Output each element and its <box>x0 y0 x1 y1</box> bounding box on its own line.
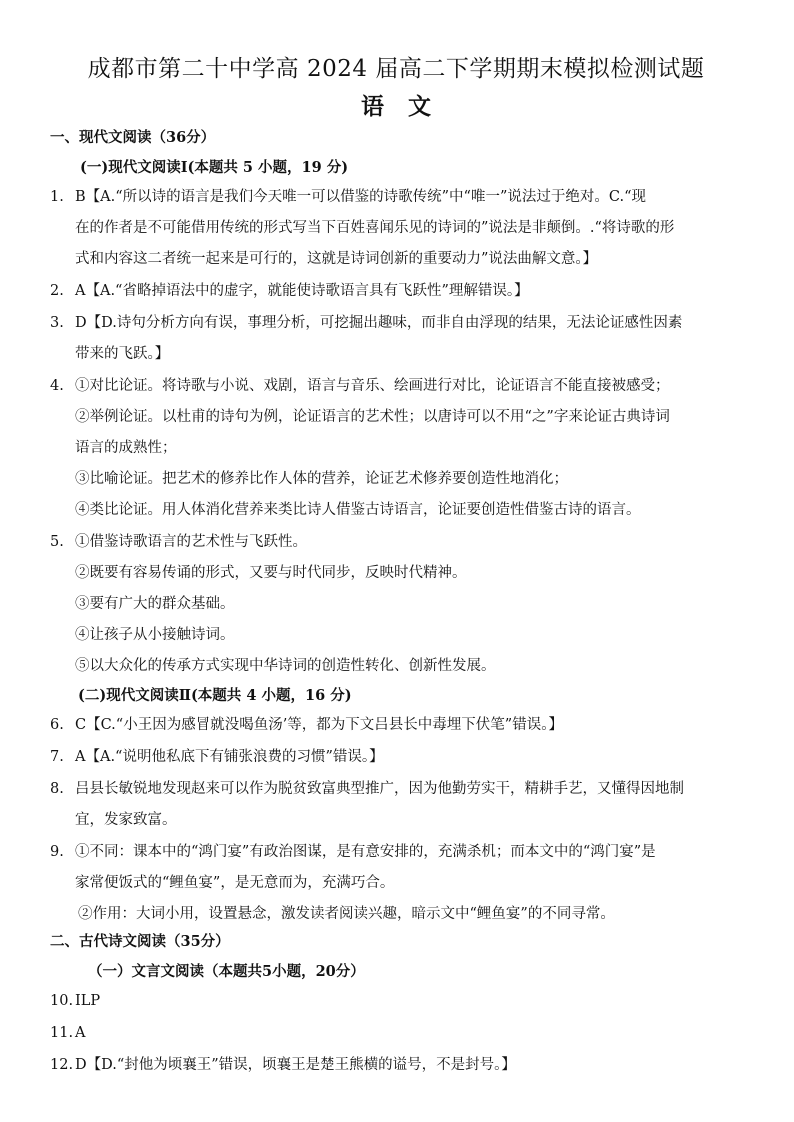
answer-number: 10. <box>50 993 74 1009</box>
answer-number: 8. <box>50 781 64 797</box>
subsection-heading-1b: (二)现代文阅读Ⅱ(本题共 4 小题，16 分) <box>78 687 352 704</box>
answer-number: 9. <box>50 844 64 860</box>
answer-line: ⑤以大众化的传承方式实现中华诗词的创造性转化、创新性发展。 <box>75 658 496 674</box>
answer-item-2 <box>50 276 742 307</box>
answer-line: ①不同：课本中的“鸿门宴”有政治图谋，是有意安排的，充满杀机；而本文中的“鸿门宴”是 <box>75 844 656 860</box>
section-heading-1: 一、现代文阅读（36分） <box>50 129 216 146</box>
answer-line: ④让孩子从小接触诗词。 <box>75 627 235 643</box>
answer-number: 7. <box>50 749 64 765</box>
answer-line: A <box>75 1025 86 1041</box>
answer-line: D【D.“封他为顷襄王”错误，顷襄王是楚王熊横的谥号，不是封号。】 <box>75 1057 516 1073</box>
answer-line: 式和内容这二者统一起来是可行的，这就是诗词创新的重要动力”说法曲解文意。】 <box>75 251 598 267</box>
answer-line: A【A.“省略掉语法中的虚字，就能使诗歌语言具有飞跃性”理解错误。】 <box>75 283 529 299</box>
answer-item-9 <box>50 837 742 899</box>
answer-item-10 <box>50 986 742 1017</box>
answer-line: 在的作者是不可能借用传统的形式写当下百姓喜闻乐见的诗词的”说法是非颠倒。.“将诗歌的形 <box>75 220 675 236</box>
answer-line: A【A.“说明他私底下有铺张浪费的习惯”错误。】 <box>75 749 384 765</box>
answer-line: ③要有广大的群众基础。 <box>75 596 235 612</box>
answer-line: 家常便饭式的“鲤鱼宴”，是无意而为，充满巧合。 <box>75 875 395 891</box>
answer-number: 6. <box>50 717 64 733</box>
answer-number: 11. <box>50 1025 74 1041</box>
answer-line: D【D.诗句分析方向有误，事理分析，可挖掘出趣味，而非自由浮现的结果，无法论证感性因素 <box>75 315 683 331</box>
answer-line: ④类比论证。用人体消化营养来类比诗人借鉴古诗语言，论证要创造性借鉴古诗的语言。 <box>75 502 641 518</box>
answer-line: 宜，发家致富。 <box>75 812 177 828</box>
answer-line: ILP <box>75 993 101 1009</box>
subsection-heading-2a: （一）文言文阅读（本题共5小题，20分） <box>88 963 365 980</box>
answer-line: ②举例论证。以杜甫的诗句为例，论证语言的艺术性；以唐诗可以不用“之”字来论证古典诗词 <box>75 409 670 425</box>
answer-number: 3. <box>50 315 64 331</box>
answer-line: 语言的成熟性； <box>75 440 177 456</box>
answer-number: 12. <box>50 1057 74 1073</box>
answer-line: B【A.“所以诗的语言是我们今天唯一可以借鉴的诗歌传统”中“唯一”说法过于绝对。C.“现 <box>75 189 646 205</box>
answer-line: ①借鉴诗歌语言的艺术性与飞跃性。 <box>75 534 307 550</box>
answer-line: 吕县长敏锐地发现赵来可以作为脱贫致富典型推广，因为他勤劳实干，精耕手艺，又懂得因地制 <box>75 781 684 797</box>
answer-item-12 <box>50 1050 742 1081</box>
answer-line: C【C.“小王因为感冒就没喝鱼汤’等，都为下文吕县长中毒埋下伏笔”错误。】 <box>75 717 563 733</box>
answer-line: ③比喻论证。把艺术的修养比作人体的营养，论证艺术修养要创造性地消化； <box>75 471 568 487</box>
answer-number: 4. <box>50 378 64 394</box>
answer-item-7 <box>50 742 742 773</box>
answer-line: 带来的飞跃。】 <box>75 346 170 362</box>
subject-heading: 语文 <box>361 93 455 120</box>
answer-item-11 <box>50 1018 742 1049</box>
answer-item-5 <box>50 527 742 682</box>
answer-item-3 <box>50 308 742 370</box>
answer-line: ②既要有容易传诵的形式，又要与时代同步，反映时代精神。 <box>75 565 467 581</box>
answer-number: 5. <box>50 534 64 550</box>
answer-item-6 <box>50 710 742 741</box>
page-title: 成都市第二十中学高 2024 届高二下学期期末模拟检测试题 <box>87 56 705 82</box>
section-heading-2: 二、古代诗文阅读（35分） <box>50 933 230 950</box>
answer-number: 1. <box>50 189 64 205</box>
answer-item-8 <box>50 774 742 836</box>
answer-line: ①对比论证。将诗歌与小说、戏剧，语言与音乐、绘画进行对比，论证语言不能直接被感受； <box>75 378 670 394</box>
subsection-heading-1a: (一)现代文阅读Ⅰ(本题共 5 小题，19 分) <box>80 159 349 176</box>
answer-item-4 <box>50 371 742 526</box>
answer-number: 2. <box>50 283 64 299</box>
answer-line-extra: ②作用：大词小用，设置悬念，激发读者阅读兴趣，暗示文中“鲤鱼宴”的不同寻常。 <box>78 906 615 922</box>
answer-item-1 <box>50 182 742 275</box>
